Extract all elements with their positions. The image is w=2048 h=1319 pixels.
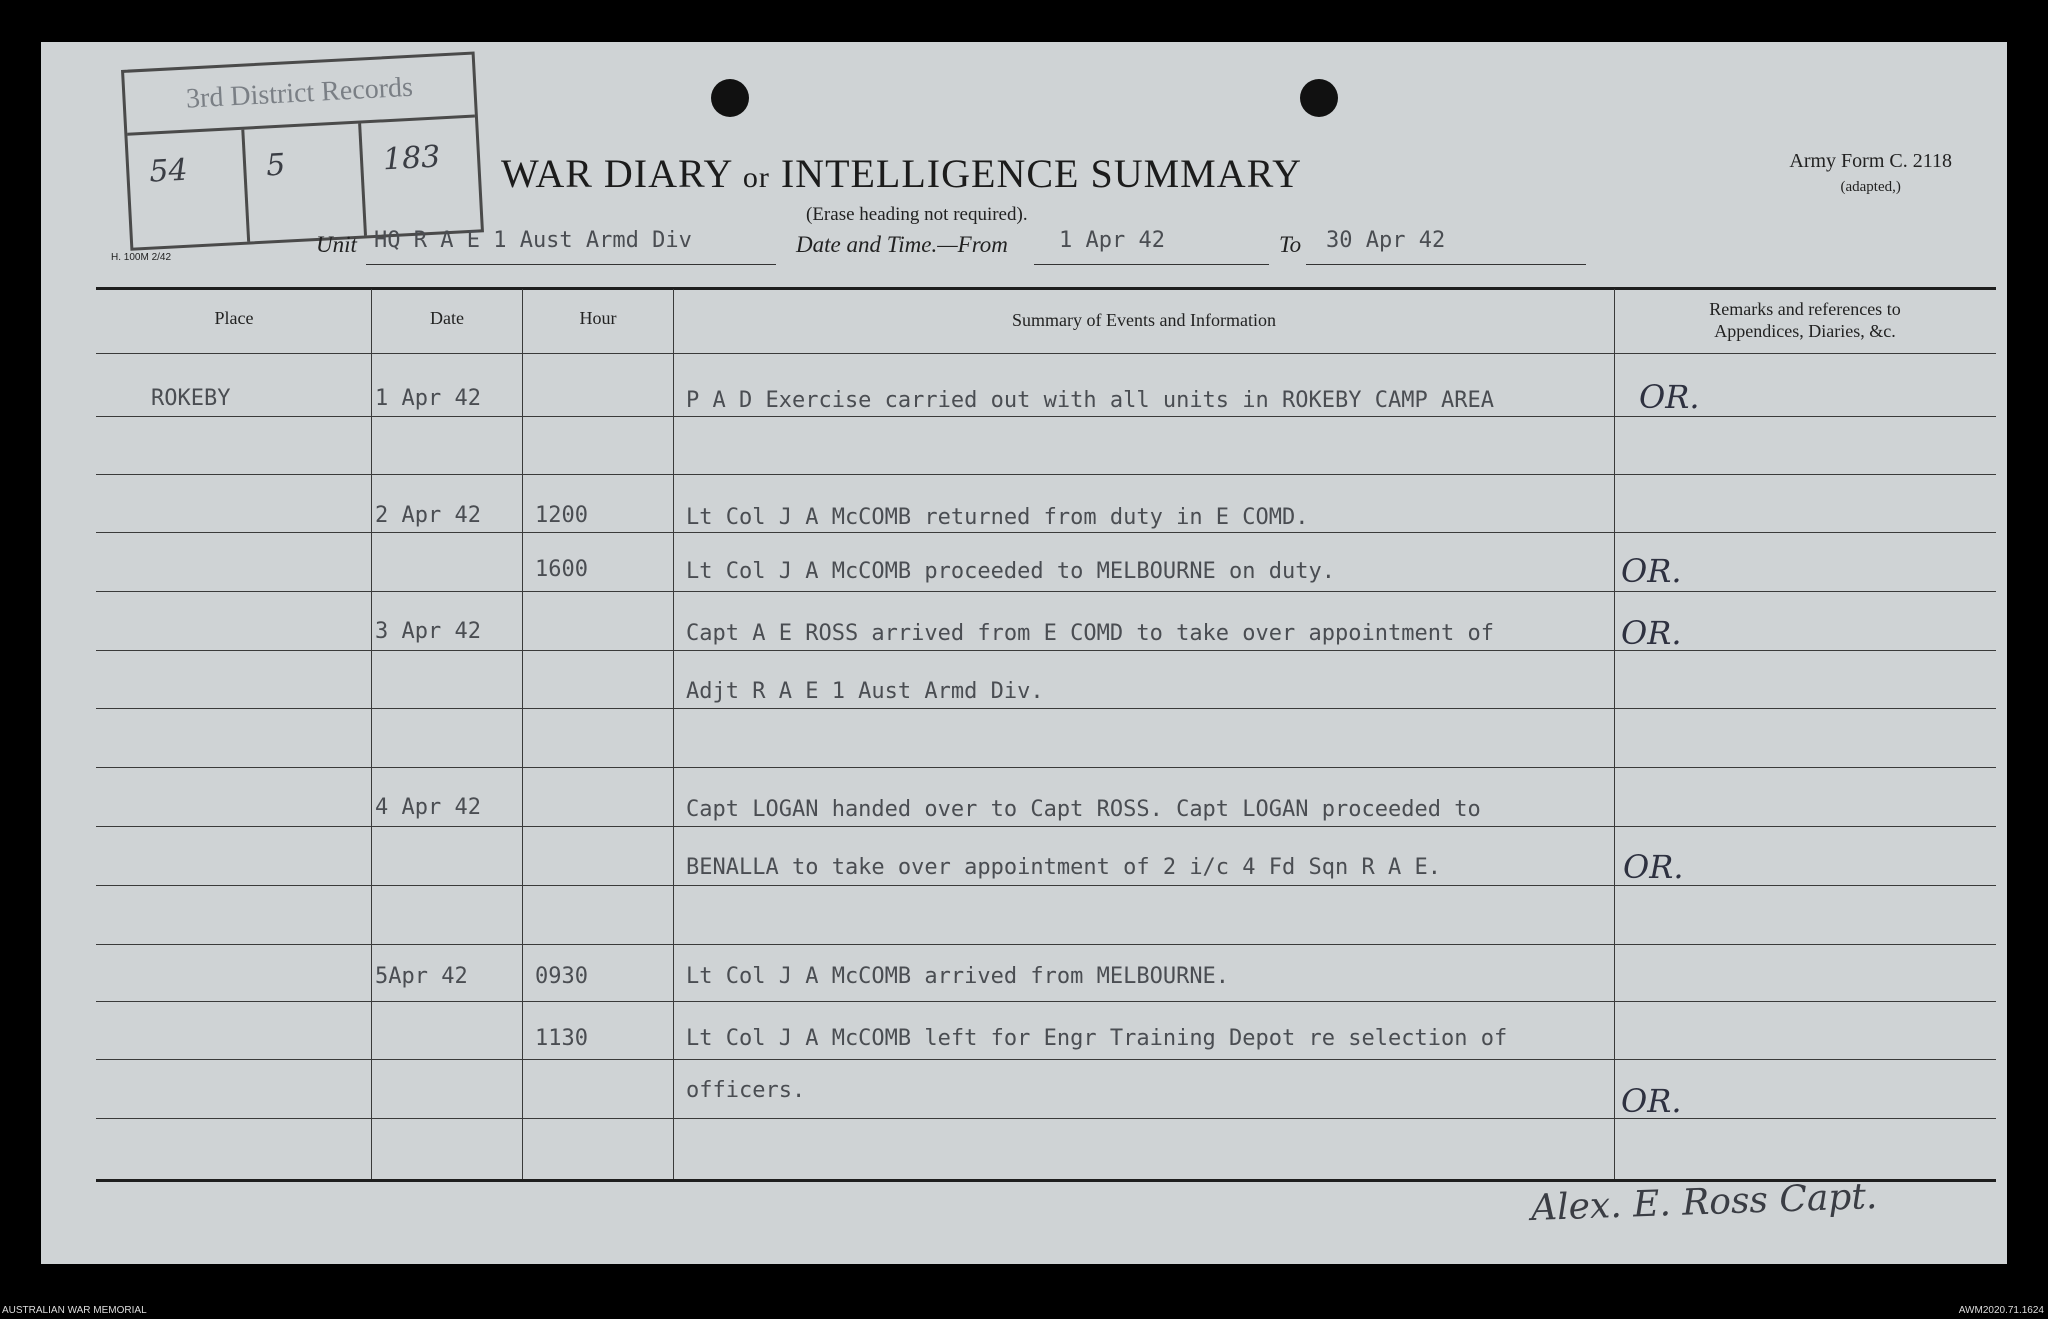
- col-header-hour: Hour: [579, 308, 617, 328]
- row-rule: [96, 1001, 1996, 1002]
- row-rule: [96, 353, 1996, 354]
- unit-value: HQ R A E 1 Aust Armd Div: [374, 228, 692, 253]
- col-header-date: Date: [430, 308, 464, 328]
- footer-source: AUSTRALIAN WAR MEMORIAL: [2, 1305, 147, 1316]
- entry-initials: OR.: [1623, 848, 1684, 886]
- form-adapted: (adapted,): [1840, 179, 1901, 195]
- row-rule: [96, 767, 1996, 768]
- unit-underline: [366, 264, 776, 265]
- date-to-underline: [1306, 264, 1586, 265]
- entry-initials: OR.: [1621, 614, 1682, 652]
- row-rule: [96, 416, 1996, 417]
- entry-place: ROKEBY: [151, 386, 231, 411]
- entry-summary: officers.: [686, 1078, 806, 1103]
- row-rule: [96, 474, 1996, 475]
- row-rule: [96, 708, 1996, 709]
- column-divider: [673, 289, 674, 1179]
- erase-note: (Erase heading not required).: [806, 204, 1028, 225]
- row-rule: [96, 944, 1996, 945]
- date-from-underline: [1034, 264, 1269, 265]
- entry-summary: Capt A E ROSS arrived from E COMD to take over appointment of: [686, 621, 1494, 646]
- entry-hour: 1200: [535, 503, 588, 528]
- entry-hour: 1600: [535, 557, 588, 582]
- stamp-value: 183: [382, 139, 442, 178]
- date-to-label: To: [1279, 232, 1302, 257]
- entry-date: 2 Apr 42: [375, 503, 481, 528]
- title-intelligence-summary: INTELLIGENCE SUMMARY: [780, 151, 1302, 196]
- row-rule: [96, 532, 1996, 533]
- title-or: or: [742, 161, 770, 194]
- records-stamp: [121, 51, 484, 250]
- entry-summary: BENALLA to take over appointment of 2 i/c 4 Fd Sqn R A E.: [686, 855, 1441, 880]
- unit-label: Unit: [316, 232, 357, 257]
- row-rule: [96, 885, 1996, 886]
- stamp-value: 54: [127, 130, 250, 248]
- entry-date: 1 Apr 42: [375, 386, 481, 411]
- col-header-place: Place: [214, 308, 254, 328]
- entry-summary: Lt Col J A McCOMB returned from duty in E COMD.: [686, 505, 1309, 530]
- entry-summary: Lt Col J A McCOMB arrived from MELBOURNE.: [686, 964, 1230, 989]
- entry-summary: Lt Col J A McCOMB proceeded to MELBOURNE on duty.: [686, 559, 1336, 584]
- entry-summary: Capt LOGAN handed over to Capt ROSS. Capt LOGAN proceeded to: [686, 797, 1481, 822]
- column-divider: [371, 289, 372, 1179]
- stamp-value: 5: [244, 124, 367, 242]
- entry-hour: 1130: [535, 1026, 588, 1051]
- date-from-value: 1 Apr 42: [1059, 228, 1165, 253]
- form-number: Army Form C. 2118: [1789, 150, 1952, 172]
- date-from-label: Date and Time.—From: [796, 232, 1008, 257]
- stamp-heading: 3rd District Records: [124, 55, 475, 136]
- entry-hour: 0930: [535, 964, 588, 989]
- footer-accession: AWM2020.71.1624: [1958, 1305, 2044, 1316]
- entry-date: 3 Apr 42: [375, 619, 481, 644]
- signature: Alex. E. Ross Capt.: [1530, 1175, 1878, 1230]
- page-title: [501, 150, 1302, 197]
- col-header-summary: Summary of Events and Information: [1012, 310, 1276, 330]
- entry-initials: OR.: [1621, 552, 1682, 590]
- row-rule: [96, 591, 1996, 592]
- diary-sheet: [41, 42, 2007, 1264]
- column-divider: [522, 289, 523, 1179]
- row-rule: [96, 1059, 1996, 1060]
- entry-initials: OR.: [1639, 378, 1700, 416]
- date-to-value: 30 Apr 42: [1326, 228, 1446, 253]
- entry-initials: OR.: [1621, 1082, 1682, 1120]
- print-code: H. 100M 2/42: [111, 252, 172, 263]
- row-rule: [96, 1118, 1996, 1119]
- entry-summary: Adjt R A E 1 Aust Armd Div.: [686, 679, 1044, 704]
- row-rule: [96, 650, 1996, 651]
- punch-hole: [1300, 79, 1338, 117]
- entry-summary: P A D Exercise carried out with all units in ROKEBY CAMP AREA: [686, 388, 1494, 413]
- form-number-block: [1789, 148, 1952, 200]
- entry-summary: Lt Col J A McCOMB left for Engr Training Depot re selection of: [686, 1026, 1508, 1051]
- row-rule: [96, 826, 1996, 827]
- entry-date: 4 Apr 42: [375, 795, 481, 820]
- col-header-remarks: [1615, 298, 1995, 342]
- punch-hole: [711, 79, 749, 117]
- col-header-remarks-line1: Remarks and references to: [1709, 299, 1901, 319]
- entry-date: 5Apr 42: [375, 964, 468, 989]
- table-top-rule: [96, 287, 1996, 290]
- col-header-remarks-line2: Appendices, Diaries, &c.: [1714, 321, 1896, 341]
- column-divider: [1614, 289, 1615, 1179]
- title-war-diary: WAR DIARY: [501, 151, 732, 196]
